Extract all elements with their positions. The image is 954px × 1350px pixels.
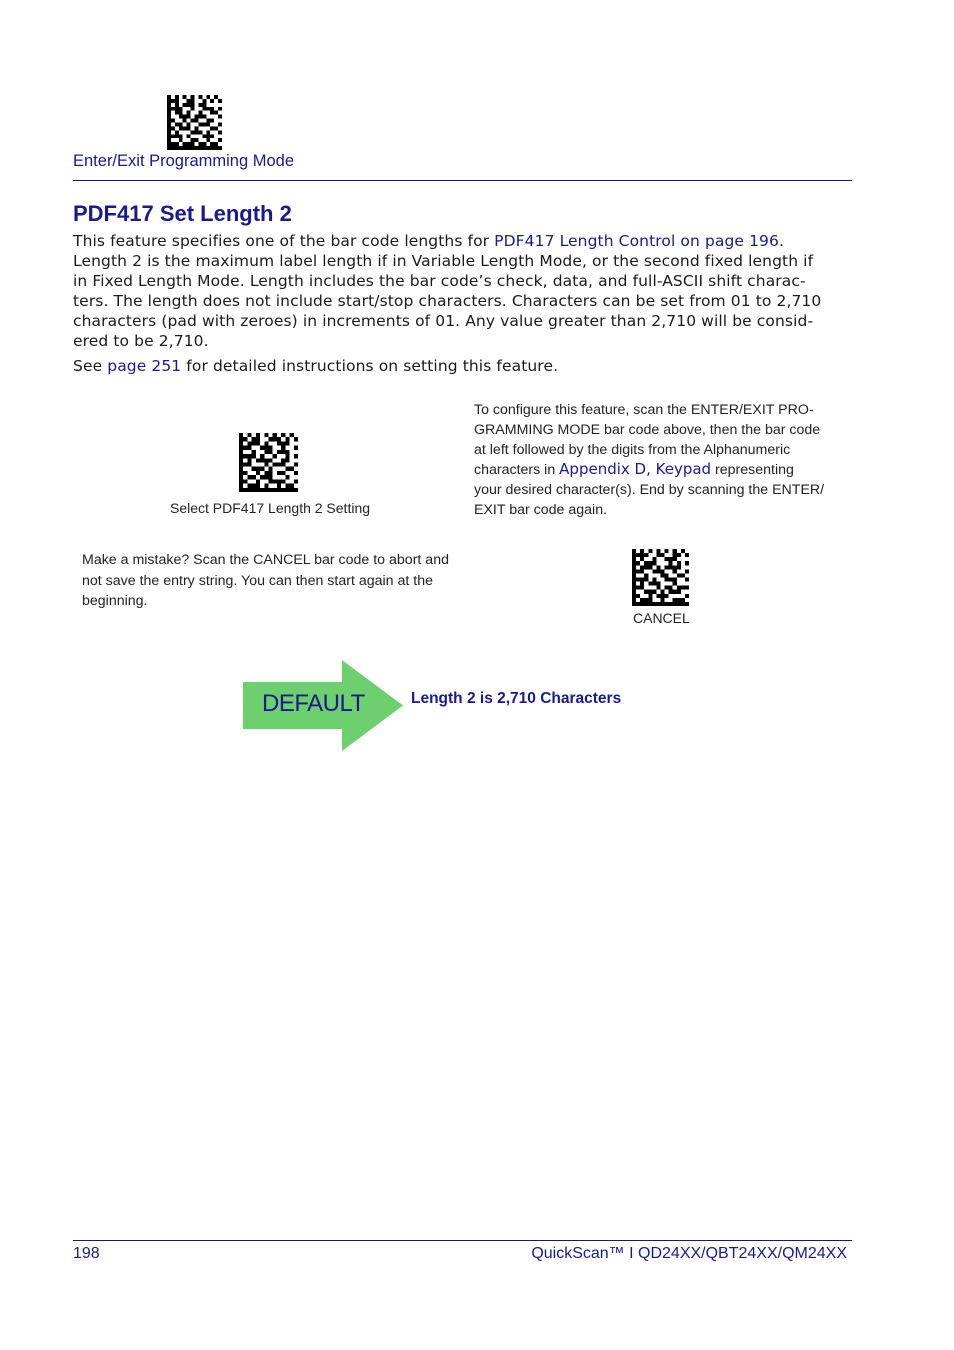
mistake-note: Make a mistake? Scan the CANCEL bar code to abort and not save the entry string. You can then start again at the beginning. — [82, 552, 449, 609]
description-line: Length 2 is the maximum label length if in Variable Length Mode, or the second fixed length if — [73, 252, 814, 270]
cancel-label: CANCEL — [633, 610, 690, 626]
page-251-link[interactable]: page 251 — [107, 357, 182, 375]
header-divider — [73, 180, 852, 181]
page-number: 198 — [73, 1245, 100, 1262]
default-value: Length 2 is 2,710 Characters — [411, 690, 622, 707]
see-page-paragraph: See page 251 for detailed instructions on setting this feature. — [73, 357, 559, 375]
default-badge: DEFAULT — [262, 690, 365, 717]
description-line: ters. The length does not include start/stop characters. Characters can be set from 01 to 2,710 — [73, 292, 822, 310]
description-line: characters (pad with zeroes) in increments of 01. Any value greater than 2,710 will be consid- — [73, 312, 814, 330]
cancel-barcode — [632, 549, 689, 606]
section-title: PDF417 Set Length 2 — [73, 201, 292, 226]
description-line: ered to be 2,710. — [73, 332, 209, 350]
select-length-2-label: Select PDF417 Length 2 Setting — [170, 500, 371, 516]
description-paragraph — [73, 231, 858, 351]
footer-divider — [73, 1240, 852, 1241]
product-name: QuickScan™ I QD24XX/QBT24XX/QM24XX — [531, 1245, 847, 1262]
enter-exit-barcode — [167, 95, 222, 150]
description-line: in Fixed Length Mode. Length includes the bar code’s check, data, and full-ASCII shift charac- — [73, 272, 806, 290]
length-control-link[interactable]: PDF417 Length Control on page 196 — [494, 232, 779, 250]
appendix-d-keypad-link[interactable]: Appendix D, Keypad — [559, 460, 712, 479]
select-length-2-barcode — [239, 433, 298, 492]
description-line: This feature specifies one of the bar code lengths for PDF417 Length Control on page 196. — [73, 232, 785, 250]
enter-exit-label: Enter/Exit Programming Mode — [73, 152, 295, 170]
configure-instructions: To configure this feature, scan the ENTER/EXIT PRO- GRAMMING MODE bar code above, then the bar code at left followed by the digits from the Alphanumeric characters in Appendix D, Keypad representing your desired character(s). End by scanning the ENTER/ EXIT bar code again. — [474, 402, 825, 518]
